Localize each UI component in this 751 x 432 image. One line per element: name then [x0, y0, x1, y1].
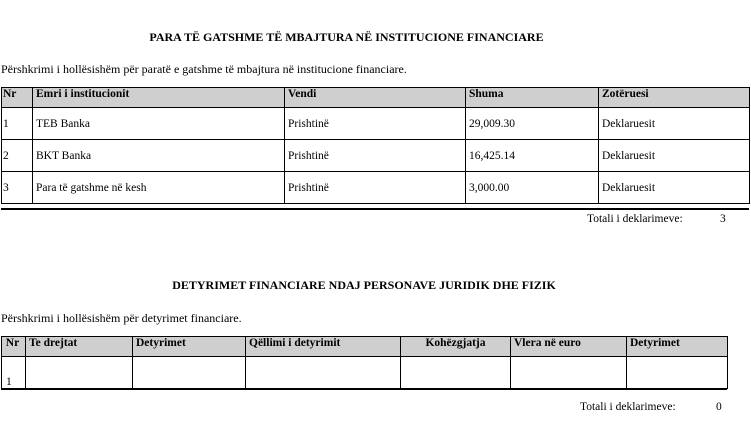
header-location: Vendi — [285, 88, 466, 108]
header-nr: Nr — [2, 88, 33, 108]
section1-description: Përshkrimi i hollësishëm për paratë e gatshme të mbajtura në institucione financiare. — [1, 62, 407, 76]
row-nr: 1 — [2, 108, 33, 140]
row-owner: Deklaruesit — [599, 172, 750, 204]
row-owner: Deklaruesit — [599, 140, 750, 172]
table-bottom-rule — [1, 208, 749, 210]
row-nr: 1 — [2, 357, 26, 389]
section2-total — [580, 401, 676, 413]
row-institution-name: Para të gatshme në kesh — [33, 172, 285, 204]
row-owner: Deklaruesit — [599, 108, 750, 140]
row-obligation-purpose — [246, 357, 401, 389]
row-value-euro — [511, 357, 627, 389]
header-obligations: Detyrimet — [133, 337, 246, 357]
header-amount: Shuma — [466, 88, 599, 108]
table-row — [2, 108, 750, 140]
section2-description: Përshkrimi i hollësishëm për detyrimet financiare. — [1, 311, 242, 325]
row-institution-name: TEB Banka — [33, 108, 285, 140]
table-header-row — [2, 88, 750, 108]
row-rights — [26, 357, 133, 389]
header-value-euro: Vlera në euro — [511, 337, 627, 357]
row-duration — [401, 357, 511, 389]
row-institution-name: BKT Banka — [33, 140, 285, 172]
section2-total-label: Totali i deklarimeve: — [580, 401, 676, 413]
table-row — [2, 357, 728, 389]
header-nr: Nr — [2, 337, 26, 357]
section2-title: DETYRIMET FINANCIARE NDAJ PERSONAVE JURIDIK DHE FIZIK — [172, 278, 556, 292]
header-institution-name: Emri i institucionit — [33, 88, 285, 108]
row-obligations-2 — [627, 357, 728, 389]
row-location: Prishtinë — [285, 140, 466, 172]
section1-total-value: 3 — [720, 213, 726, 225]
table-row — [2, 172, 750, 204]
row-nr: 3 — [2, 172, 33, 204]
financial-institutions-table — [1, 87, 750, 204]
row-amount: 16,425.14 — [466, 140, 599, 172]
row-location: Prishtinë — [285, 108, 466, 140]
header-duration: Kohëzgjatja — [401, 337, 511, 357]
financial-obligations-table — [1, 336, 728, 389]
row-obligations — [133, 357, 246, 389]
section1-total-label: Totali i deklarimeve: — [587, 213, 683, 225]
section2-total-value: 0 — [716, 401, 722, 413]
table-bottom-rule — [1, 388, 727, 390]
header-rights: Te drejtat — [26, 337, 133, 357]
row-amount: 3,000.00 — [466, 172, 599, 204]
row-location: Prishtinë — [285, 172, 466, 204]
header-obligations-2: Detyrimet — [627, 337, 728, 357]
header-owner: Zotëruesi — [599, 88, 750, 108]
section1-title: PARA TË GATSHME TË MBAJTURA NË INSTITUCIONE FINANCIARE — [149, 30, 544, 44]
row-amount: 29,009.30 — [466, 108, 599, 140]
header-obligation-purpose: Qëllimi i detyrimit — [246, 337, 401, 357]
table-row — [2, 140, 750, 172]
row-nr: 2 — [2, 140, 33, 172]
table-header-row — [2, 337, 728, 357]
section1-total — [587, 213, 683, 225]
